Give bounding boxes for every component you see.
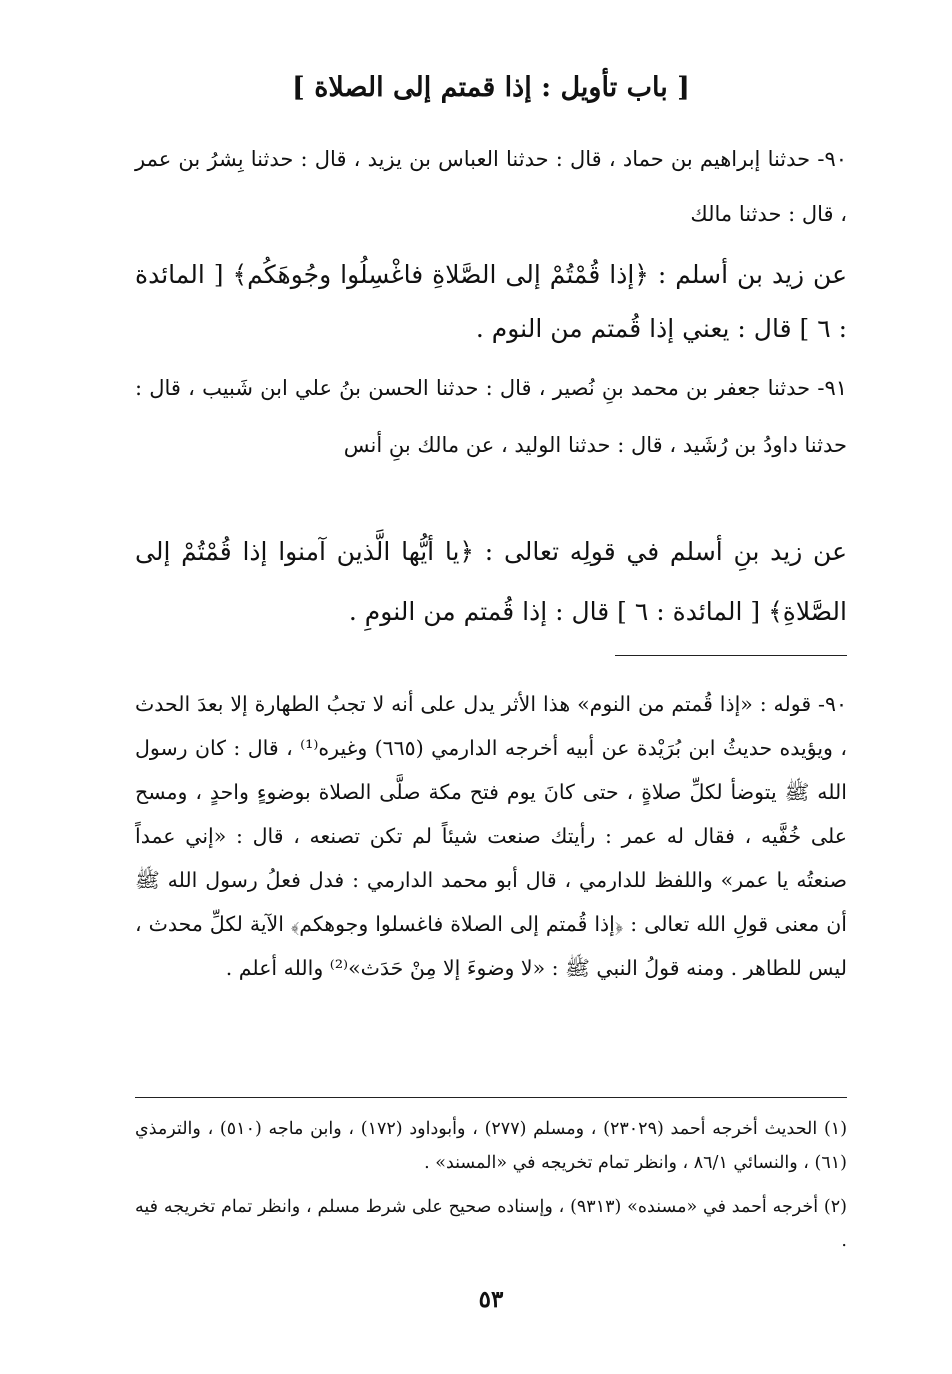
- chapter-heading: [ باب تأويل : إذا قمتم إلى الصلاة ]: [292, 72, 690, 103]
- footnote-separator: [135, 1097, 847, 1098]
- page-number: ٥٣: [478, 1286, 504, 1313]
- hadith-90-isnad: ٩٠- حدثنا إبراهيم بن حماد ، قال : حدثنا العباس بن يزيد ، قال : حدثنا بِشرُ بن عمر ، قال : حدثنا مالك: [135, 147, 847, 226]
- commentary-90: ٩٠- قوله : «إذا قُمتم من النوم» هذا الأثر يدل على أنه لا تجبُ الطهارة إلا بعدَ الحدث ، ويؤيده حديثُ ابن بُرَيْدة عن أبيه أخرجه الدارمي (٦٦٥) وغيره⁽¹⁾ ، قال : كان رسول الله ﷺ يتوضأ لكلِّ صلاةٍ ، حتى كانَ يوم فتح مكة صلَّى الصلاة بوضوءٍ واحدٍ ، ومسح على خُفَّيه ، فقال له عمر : رأيتك صنعت شيئاً لم تكن تصنعه ، قال : «إني عمداً صنعتُه يا عمر» واللفظ للدارمي ، قال أبو محمد الدارمي : فدل فعلُ رسول الله ﷺ أن معنى قولِ الله تعالى : ﴿إذا قُمتم إلى الصلاة فاغسلوا وجوهكم﴾ الآية لكلِّ محدث ، ليس للطاهر . ومنه قولُ النبي ﷺ : «لا وضوءَ إلا مِنْ حَدَث»⁽²⁾ والله أعلم .: [135, 692, 847, 980]
- hadith-91-isnad: ٩١- حدثنا جعفر بن محمد بنِ نُصير ، قال : حدثنا الحسن بنُ علي ابن شَبيب ، قال : حدثنا داودُ بن رُشَيد ، قال : حدثنا الوليد ، عن مالك بنِ أنس: [135, 376, 847, 457]
- hadith-91-matn: عن زيد بنِ أسلم في قولِه تعالى : ﴿يا أيُّها الَّذين آمنوا إذا قُمْتُمْ إلى الصَّلاةِ﴾ [ المائدة : ٦ ] قال : إذا قُمتم من النومِ .: [135, 537, 847, 626]
- footnote-1: (١) الحديث أخرجه أحمد (٢٣٠٢٩) ، ومسلم (٢٧٧) ، وأبوداود (١٧٢) ، وابن ماجه (٥١٠) ، والترمذي (٦١) ، والنسائي ٨٦/١ ، وانظر تمام تخريجه في «المسند» .: [135, 1119, 848, 1173]
- hadith-90-matn: عن زيد بن أسلم : ﴿إذا قُمْتُمْ إلى الصَّلاةِ فاغْسِلُوا وجُوهَكُم﴾ [ المائدة : ٦ ] قال : يعني إذا قُمتم من النوم .: [135, 260, 847, 343]
- commentary-separator: [615, 655, 847, 656]
- footnote-2: (٢) أخرجه أحمد في «مسنده» (٩٣١٣) ، وإسناده صحيح على شرط مسلم ، وانظر تمام تخريجه فيه .: [135, 1197, 847, 1251]
